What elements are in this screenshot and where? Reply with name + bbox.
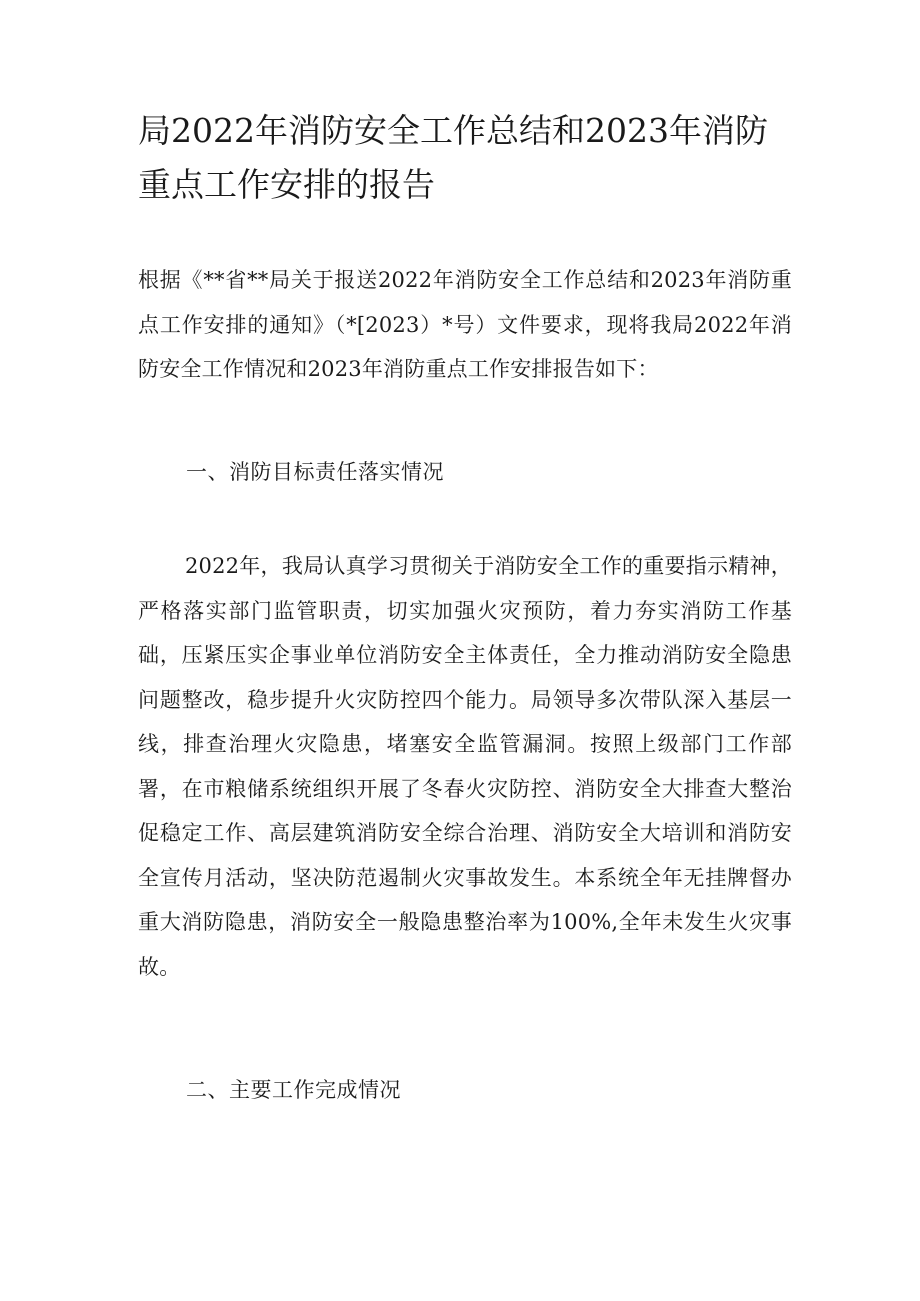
intro-paragraph: 根据《**省**局关于报送2022年消防安全工作总结和2023年消防重点工作安排的通知》（*[2023）*号）文件要求，现将我局2022年消防安全工作情况和2023年消防重点工作安排报告如下： [138,268,792,381]
section-1-body: 2022年，我局认真学习贯彻关于消防安全工作的重要指示精神，严格落实部门监管职责，切实加强火灾预防，着力夯实消防工作基础，压紧压实企事业单位消防安全主体责任，全力推动消防安全隐患问题整改，稳步提升火灾防控四个能力。局领导多次带队深入基层一线，排查治理火灾隐患，堵塞安全监管漏洞。按照上级部门工作部署，在市粮储系统组织开展了冬春火灾防控、消防安全大排查大整治促稳定工作、高层建筑消防安全综合治理、消防安全大培训和消防安全宣传月活动，坚决防范遏制火灾事故发生。本系统全年无挂牌督办重大消防隐患，消防安全一般隐患整治率为100%,全年未发生火灾事故。 [138,554,792,979]
document-title: 局2022年消防安全工作总结和2023年消防重点工作安排的报告 [138,111,768,204]
section-2-heading: 二、主要工作完成情况 [186,1078,401,1102]
section-1-heading: 一、消防目标责任落实情况 [186,460,444,484]
